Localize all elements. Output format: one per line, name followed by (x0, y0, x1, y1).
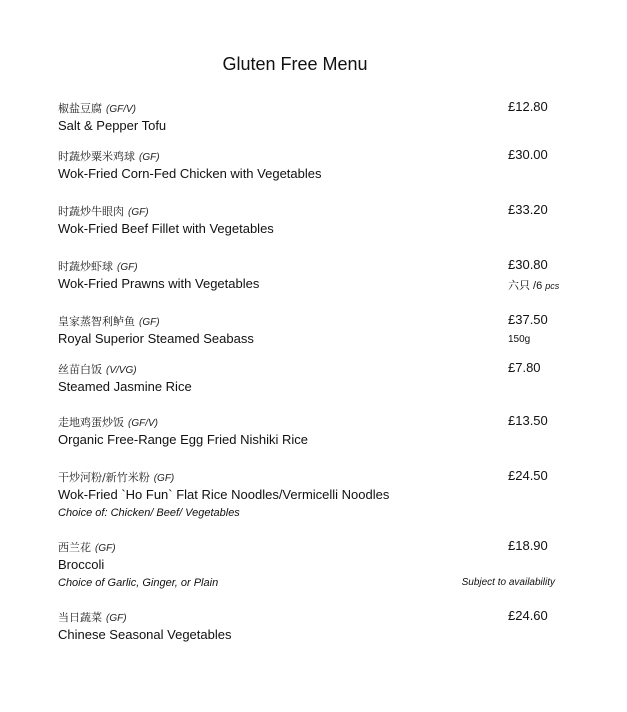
item-chinese-name: 皇家蒸智利鲈鱼 (GF) (58, 315, 160, 328)
item-english-name: Organic Free-Range Egg Fried Nishiki Rice (58, 432, 308, 447)
dietary-tag: (GF) (106, 613, 127, 624)
page-title: Gluten Free Menu (222, 54, 368, 74)
item-english-name: Wok-Fried `Ho Fun` Flat Rice Noodles/Vermicelli Noodles (58, 487, 390, 502)
menu-item-salt-pepper-tofu (58, 100, 558, 150)
item-english-name: Chinese Seasonal Vegetables (58, 627, 232, 642)
item-english-name: Steamed Jasmine Rice (58, 379, 192, 394)
menu-item-egg-fried-rice (58, 414, 558, 464)
menu-item-ho-fun-noodles (58, 469, 558, 519)
item-portion-note: 150g (508, 334, 531, 345)
availability-note: Subject to availability (461, 577, 555, 588)
item-price: £13.50 (508, 413, 548, 428)
item-english-name: Wok-Fried Beef Fillet with Vegetables (58, 221, 274, 236)
item-chinese-name: 走地鸡蛋炒饭 (GF/V) (58, 416, 158, 429)
item-chinese-name: 时蔬炒牛眼肉 (GF) (58, 205, 149, 218)
dietary-tag: (GF/V) (128, 418, 158, 429)
item-choice-note: Choice of Garlic, Ginger, or Plain (58, 577, 219, 589)
menu-item-jasmine-rice (58, 361, 558, 411)
item-chinese-name: 丝苗白饭 (V/VG) (58, 363, 137, 376)
item-choice-note: Choice of: Chicken/ Beef/ Vegetables (58, 507, 240, 519)
item-price: £18.90 (508, 538, 548, 553)
item-chinese-name: 时蔬炒虾球 (GF) (58, 260, 138, 273)
menu-item-beef-fillet (58, 203, 558, 253)
item-price: £37.50 (508, 312, 548, 327)
item-english-name: Wok-Fried Corn-Fed Chicken with Vegetables (58, 166, 322, 181)
dietary-tag: (GF) (139, 317, 160, 328)
dietary-tag: (GF) (117, 262, 138, 273)
dietary-tag: (V/VG) (106, 365, 137, 376)
item-price: £30.00 (508, 147, 548, 162)
item-english-name: Broccoli (58, 557, 105, 572)
item-price: £24.60 (508, 608, 548, 623)
item-english-name: Royal Superior Steamed Seabass (58, 331, 254, 346)
dietary-tag: (GF) (128, 207, 149, 218)
item-chinese-name: 时蔬炒粟米鸡球 (GF) (58, 150, 160, 163)
item-chinese-name: 当日蔬菜 (GF) (58, 611, 127, 624)
item-price: £12.80 (508, 99, 548, 114)
menu-item-broccoli (58, 539, 558, 589)
item-chinese-name: 椒盐豆腐 (GF/V) (58, 102, 136, 115)
item-chinese-name: 西兰花 (GF) (58, 541, 116, 554)
menu-item-seabass (58, 313, 558, 363)
dietary-tag: (GF/V) (106, 104, 136, 115)
item-portion-note: 六只 /6 pcs (508, 279, 560, 292)
item-price: £7.80 (508, 360, 541, 375)
item-price: £24.50 (508, 468, 548, 483)
dietary-tag: (GF) (95, 543, 116, 554)
dietary-tag: (GF) (153, 473, 175, 484)
menu-item-prawns (58, 258, 558, 308)
dietary-tag: (GF) (139, 152, 160, 163)
item-english-name: Salt & Pepper Tofu (58, 118, 167, 133)
item-price: £30.80 (508, 257, 548, 272)
menu-item-seasonal-vegetables (58, 609, 558, 659)
menu-item-corn-fed-chicken (58, 148, 558, 198)
item-price: £33.20 (508, 202, 548, 217)
item-chinese-name: 干炒河粉/新竹米粉 (GF) (58, 471, 175, 484)
item-english-name: Wok-Fried Prawns with Vegetables (58, 276, 260, 291)
